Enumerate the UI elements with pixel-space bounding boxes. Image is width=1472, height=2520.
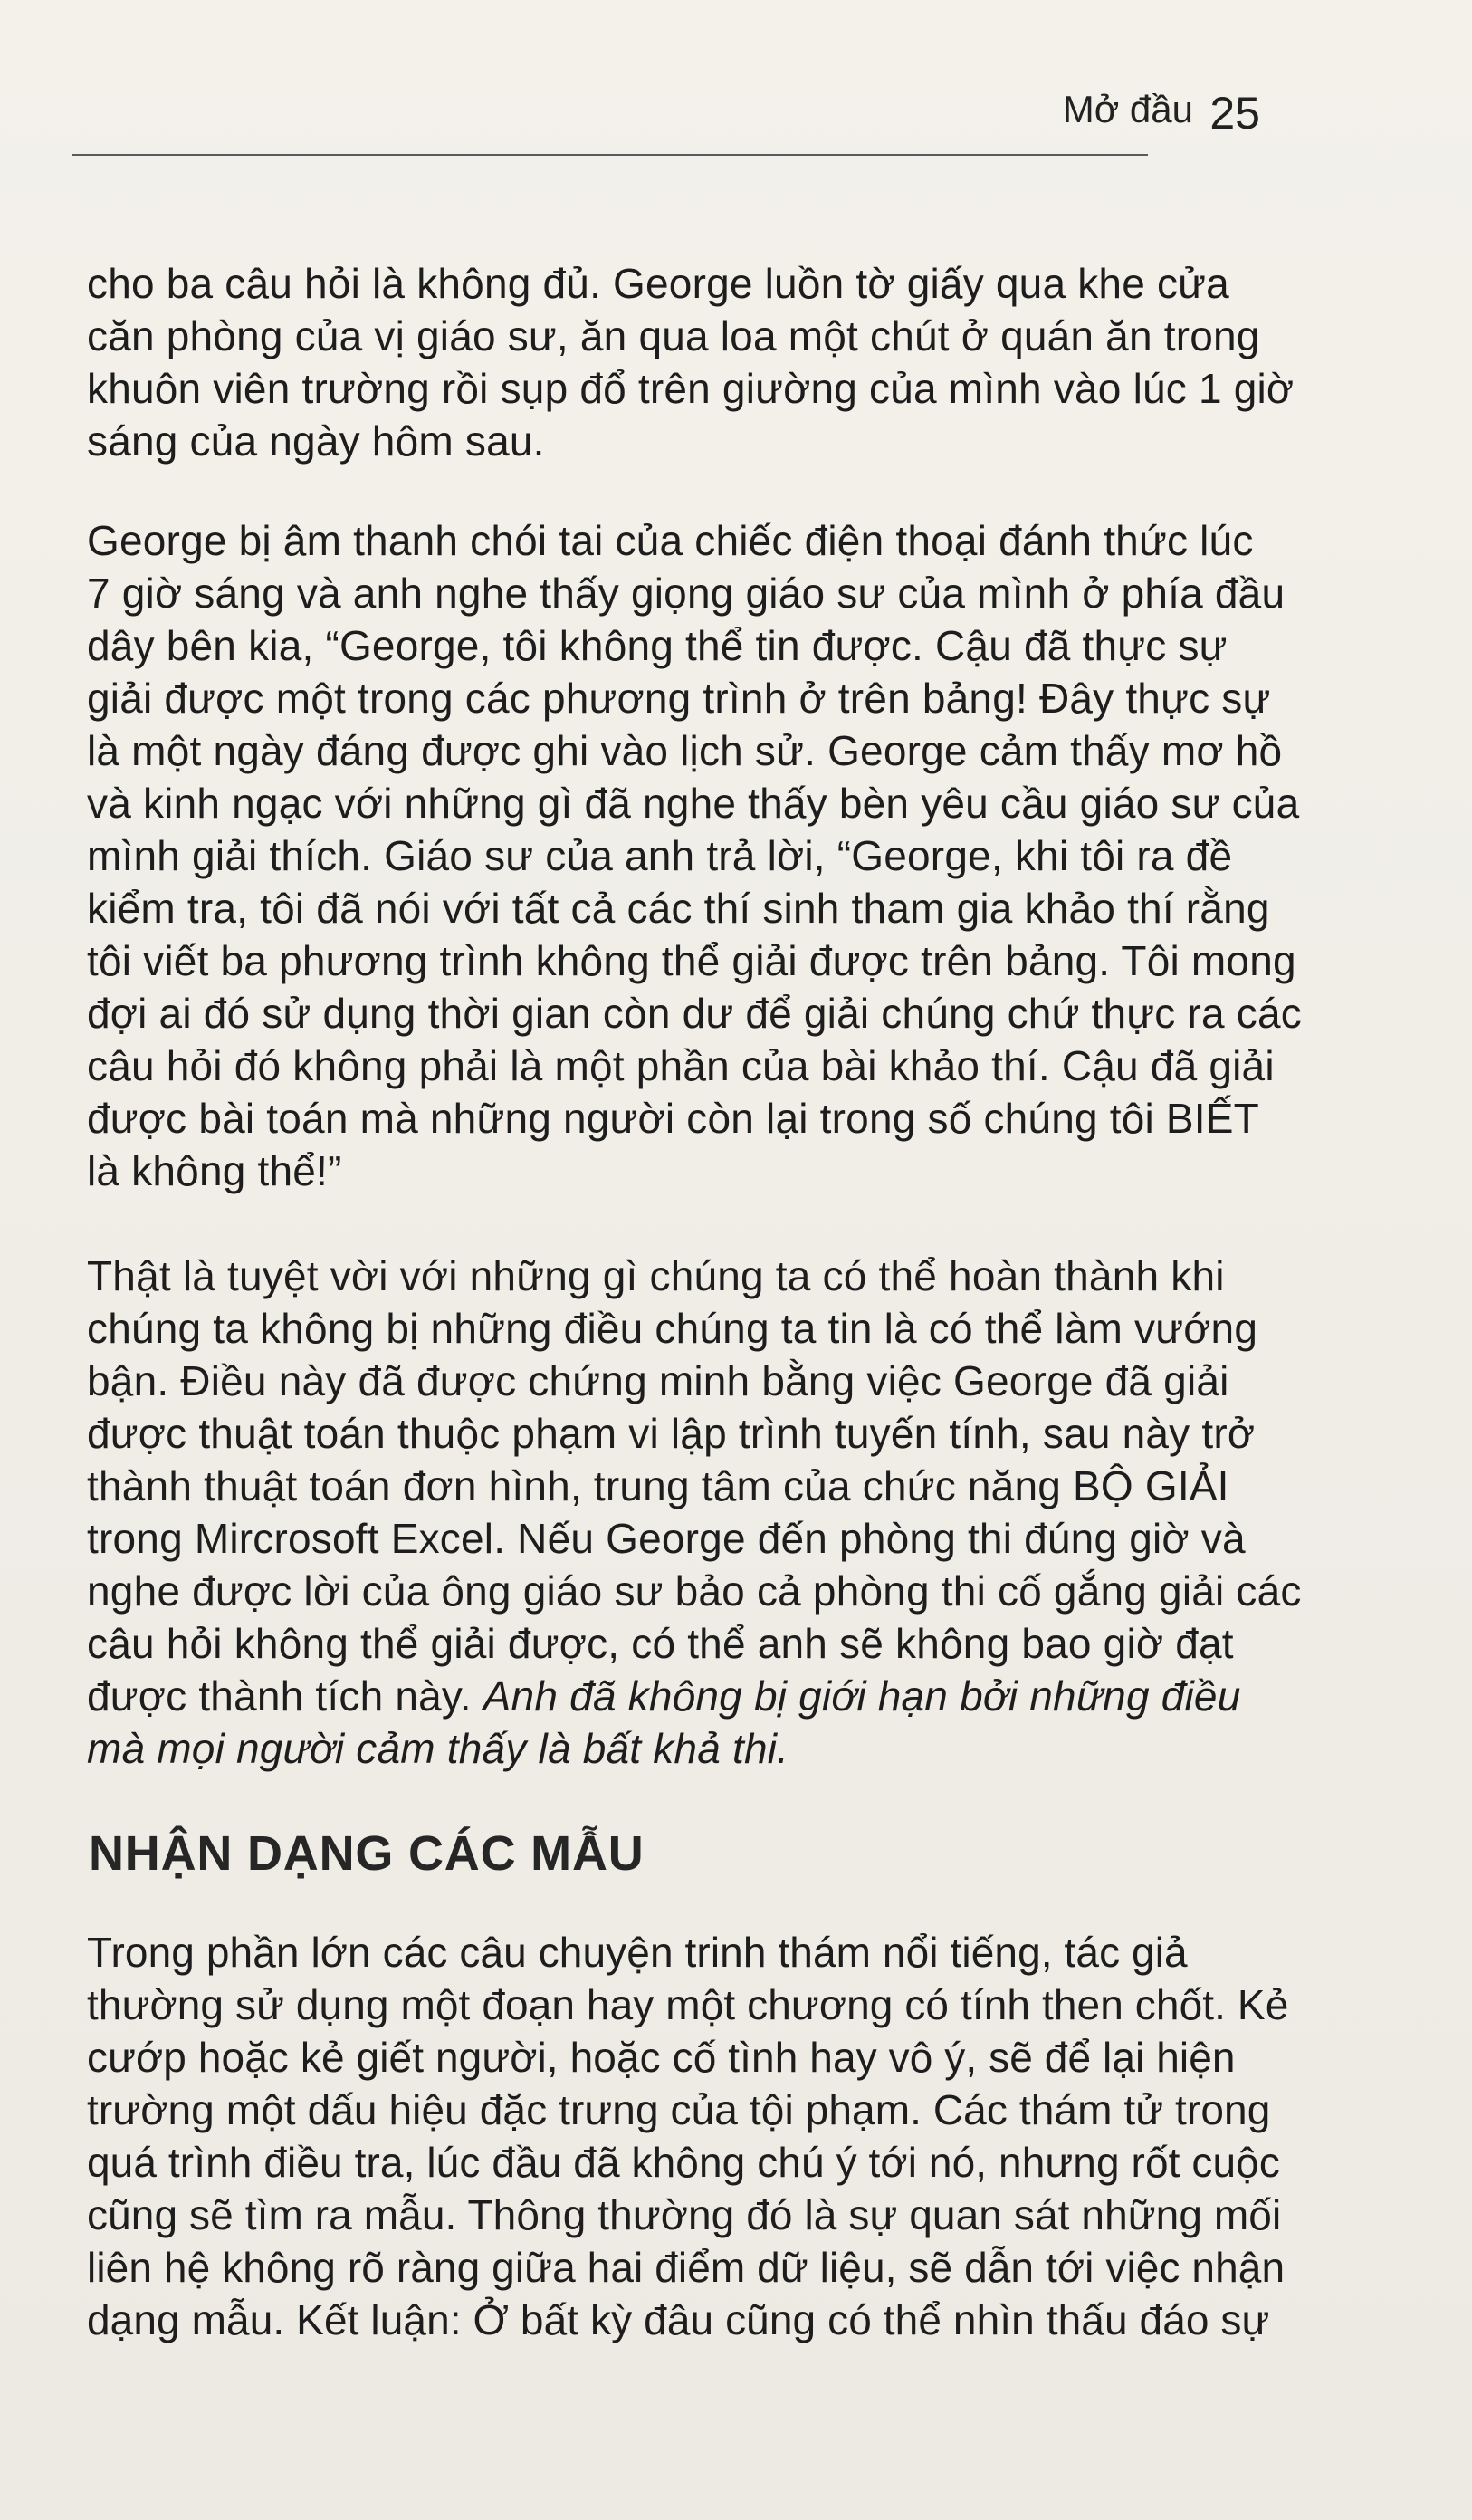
text-line: câu hỏi không thể giải được, có thể anh sẽ không bao giờ đạt — [87, 1620, 1234, 1667]
text-line: dây bên kia, “George, tôi không thể tin được. Cậu đã thực sự — [87, 622, 1228, 669]
paragraph-1 — [87, 257, 1295, 467]
text-line: thường sử dụng một đoạn hay một chương có tính then chốt. Kẻ — [87, 1981, 1289, 2029]
text-line: 7 giờ sáng và anh nghe thấy giọng giáo sư của mình ở phía đầu — [87, 570, 1286, 617]
text-line: tôi viết ba phương trình không thể giải được trên bảng. Tôi mong — [87, 937, 1296, 984]
section-heading: NHẬN DẠNG CÁC MẪU — [89, 1826, 645, 1881]
italic-text-segment: Anh đã không bị giới hạn bởi những điều — [483, 1672, 1241, 1720]
text-line: được bài toán mà những người còn lại trong số chúng tôi BIẾT — [87, 1095, 1259, 1142]
text-line: mình giải thích. Giáo sư của anh trả lời, “George, khi tôi ra đề — [87, 832, 1233, 879]
text-segment: được thành tích này. — [87, 1672, 472, 1720]
text-line: dạng mẫu. Kết luận: Ở bất kỳ đâu cũng có thể nhìn thấu đáo sự — [87, 2296, 1270, 2344]
italic-text-line: mà mọi người cảm thấy là bất khả thi. — [87, 1725, 789, 1772]
chapter-title: Mở đầu — [1062, 88, 1193, 130]
text-line: chúng ta không bị những điều chúng ta tin là có thể làm vướng — [87, 1305, 1258, 1352]
text-line: được thuật toán thuộc phạm vi lập trình tuyến tính, sau này trở — [87, 1410, 1256, 1457]
paragraph-2 — [87, 514, 1302, 1197]
text-line: Thật là tuyệt vời với những gì chúng ta có thể hoàn thành khi — [87, 1252, 1225, 1299]
text-line: liên hệ không rõ ràng giữa hai điểm dữ liệu, sẽ dẫn tới việc nhận — [87, 2244, 1286, 2292]
text-line: George bị âm thanh chói tai của chiếc điện thoại đánh thức lúc — [87, 517, 1254, 564]
text-line-with-italic — [87, 1670, 1282, 1722]
text-line: kiểm tra, tôi đã nói với tất cả các thí sinh tham gia khảo thí rằng — [87, 885, 1270, 932]
header-rule — [72, 154, 1148, 156]
text-line: sáng của ngày hôm sau. — [87, 417, 545, 465]
text-line: nghe được lời của ông giáo sư bảo cả phòng thi cố gắng giải các — [87, 1567, 1302, 1615]
text-line: là một ngày đáng được ghi vào lịch sử. George cảm thấy mơ hồ — [87, 727, 1283, 774]
paragraph-3 — [87, 1250, 1302, 1775]
page-content — [87, 257, 1302, 2346]
text-line: Trong phần lớn các câu chuyện trinh thám nổi tiếng, tác giả — [87, 1929, 1188, 1977]
text-line: trong Mircrosoft Excel. Nếu George đến phòng thi đúng giờ và — [87, 1515, 1246, 1562]
text-line: trường một dấu hiệu đặc trưng của tội phạm. Các thám tử trong — [87, 2086, 1271, 2134]
text-line: thành thuật toán đơn hình, trung tâm của chức năng BỘ GIẢI — [87, 1462, 1229, 1509]
text-line: là không thể!” — [87, 1147, 342, 1194]
text-line: đợi ai đó sử dụng thời gian còn dư để giải chúng chứ thực ra các — [87, 990, 1302, 1037]
text-line: căn phòng của vị giáo sư, ăn qua loa một chút ở quán ăn trong — [87, 312, 1260, 359]
text-line: cũng sẽ tìm ra mẫu. Thông thường đó là sự quan sát những mối — [87, 2191, 1282, 2239]
text-line: quá trình điều tra, lúc đầu đã không chú ý tới nó, nhưng rốt cuộc — [87, 2139, 1280, 2187]
text-line: câu hỏi đó không phải là một phần của bài khảo thí. Cậu đã giải — [87, 1042, 1275, 1089]
text-line: và kinh ngạc với những gì đã nghe thấy bèn yêu cầu giáo sư của — [87, 780, 1300, 827]
text-line: cho ba câu hỏi là không đủ. George luồn tờ giấy qua khe cửa — [87, 260, 1229, 307]
text-line: giải được một trong các phương trình ở trên bảng! Đây thực sự — [87, 675, 1271, 722]
text-line: khuôn viên trường rồi sụp đổ trên giường của mình vào lúc 1 giờ — [87, 365, 1295, 412]
page-number: 25 — [1209, 88, 1260, 139]
text-line: cướp hoặc kẻ giết người, hoặc cố tình hay vô ý, sẽ để lại hiện — [87, 2034, 1236, 2082]
text-line: bận. Điều này đã được chứng minh bằng việc George đã giải — [87, 1357, 1229, 1404]
page-header — [72, 74, 1260, 156]
section-paragraph — [87, 1926, 1289, 2346]
